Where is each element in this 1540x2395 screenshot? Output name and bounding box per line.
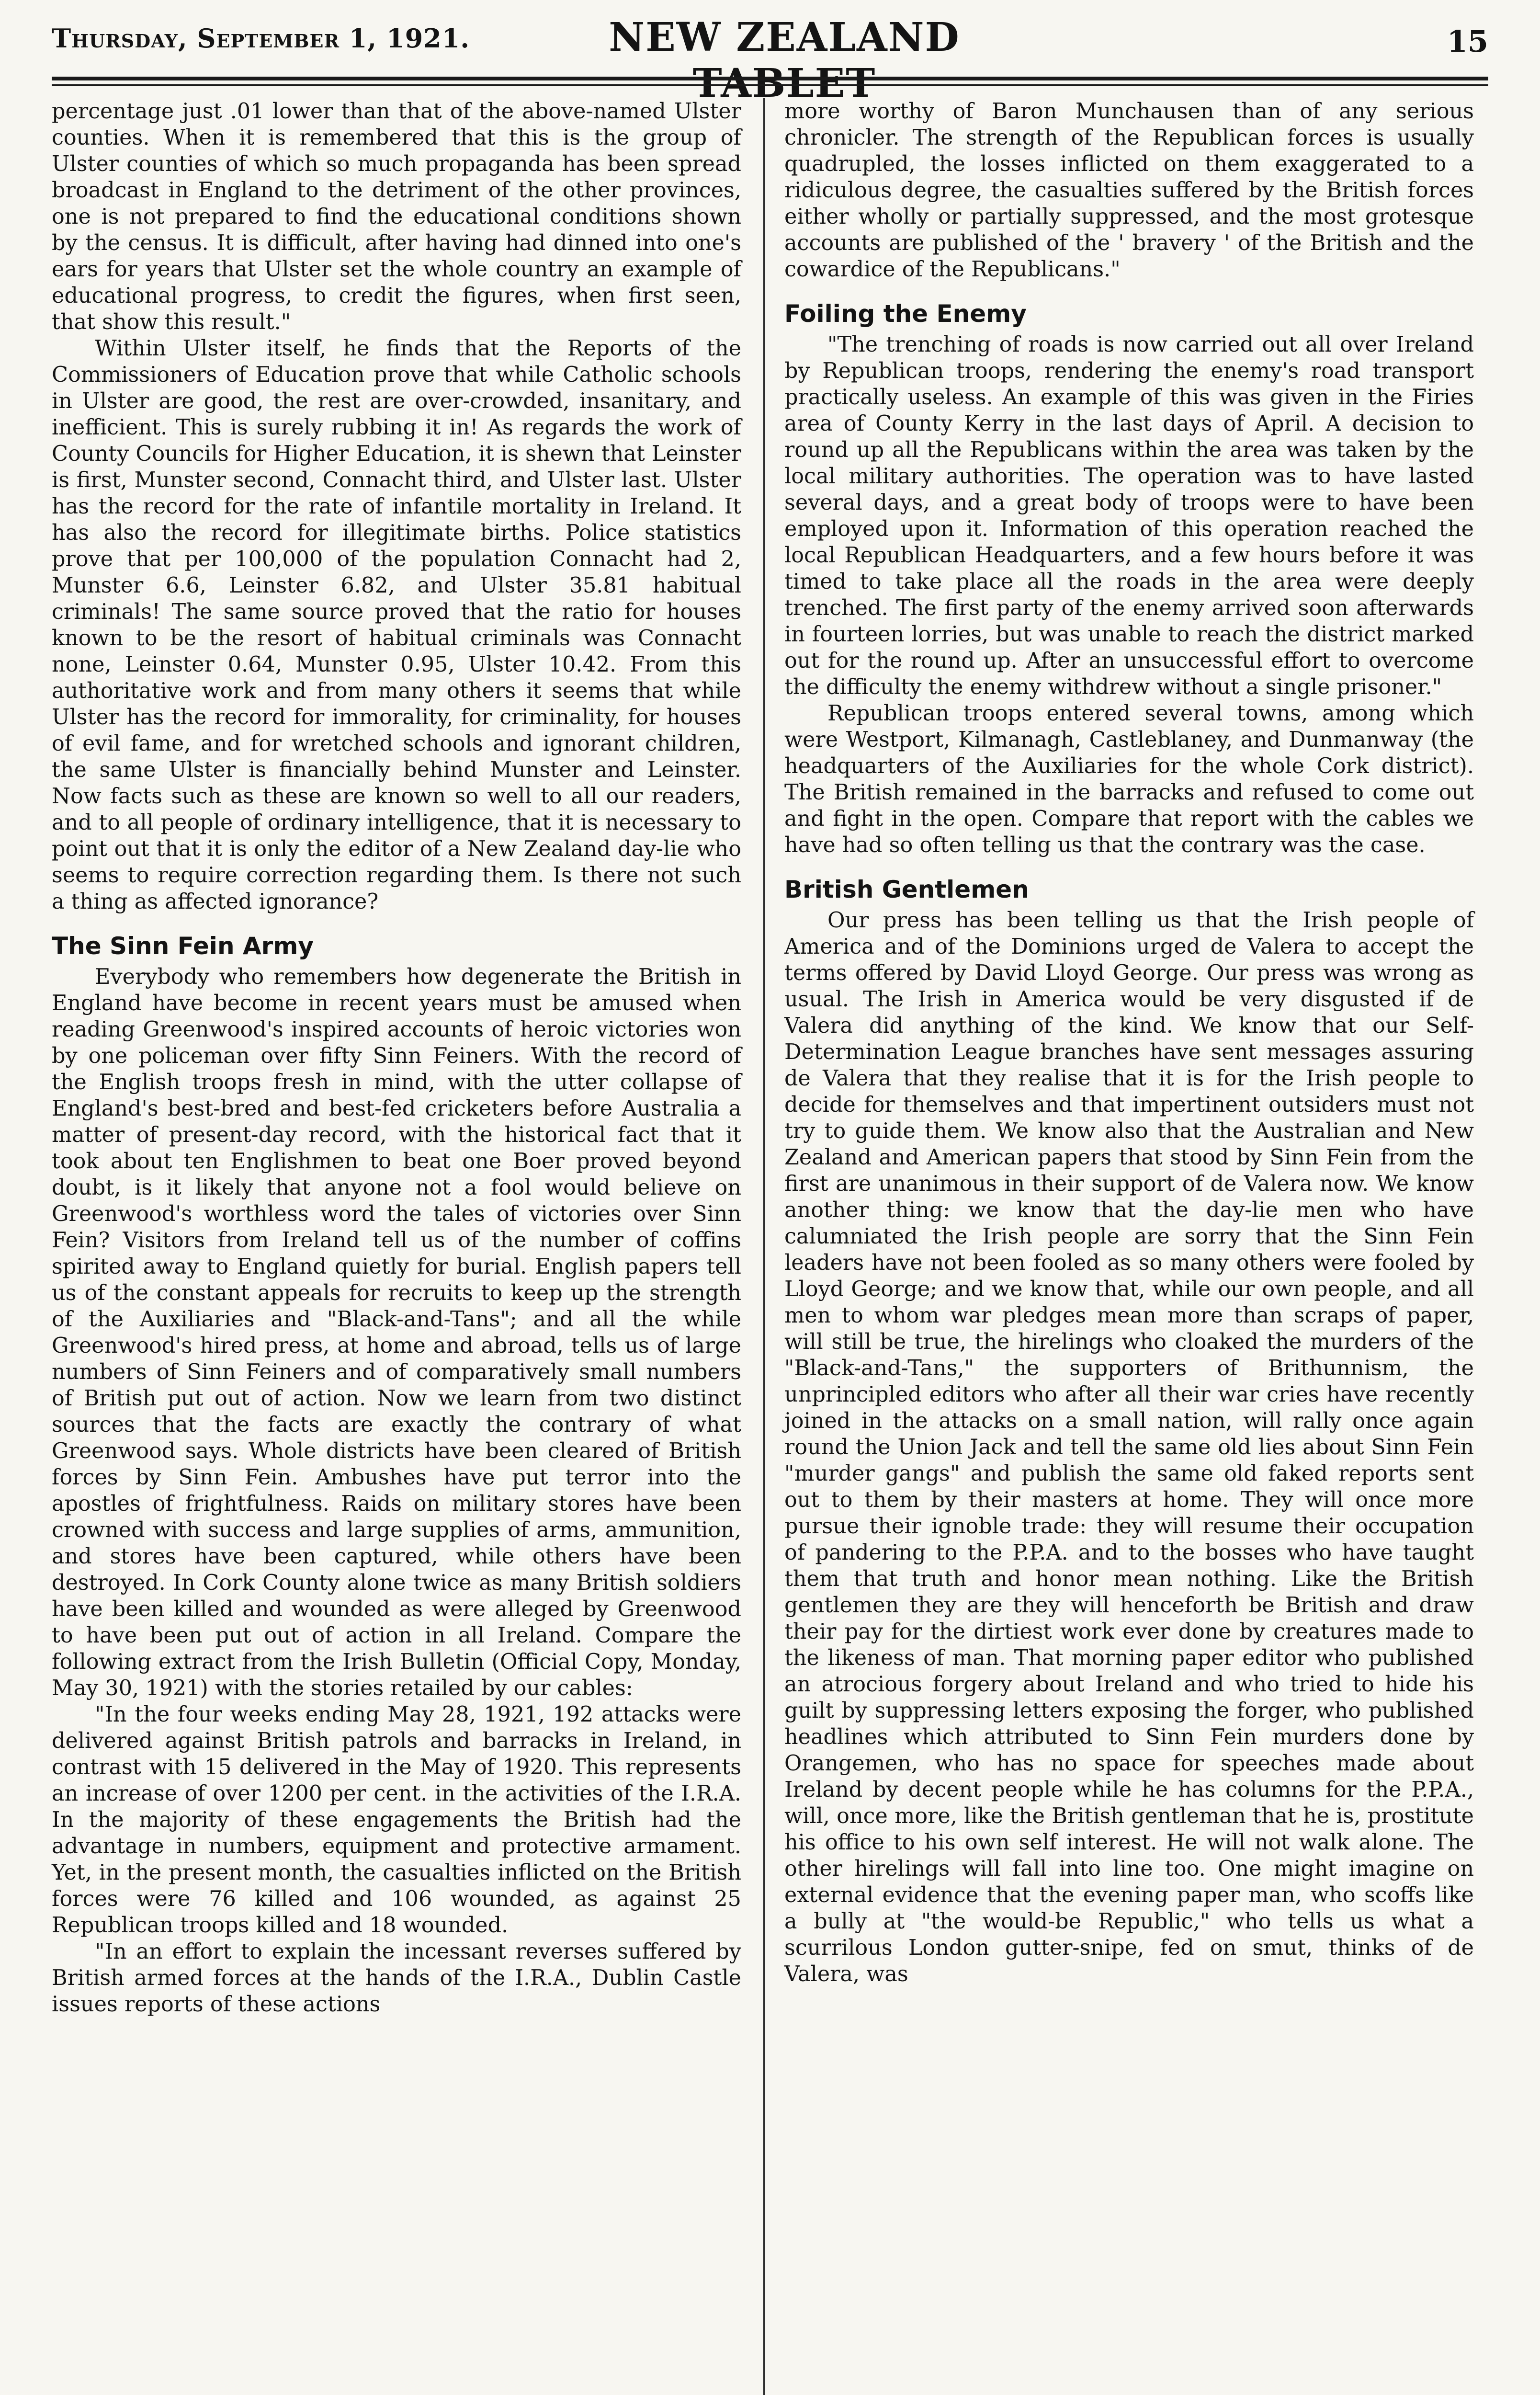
paragraph: Our press has been telling us that the Irish people of America and of the Dominions urged de Valera to accept the terms offered by David Lloyd George. Our press was wrong as usual. The Irish in America would be very disgusted if de Valera did anything of the kind. We know that our Self-Determination League branches have sent messages assuring de Valera that they realise that it is for the Irish people to decide for themselves and that impertinent outsiders must not try to guide them. We know also that the Australian and New Zealand and American papers that stood by Sinn Fein from the first are unanimous in their support of de Valera now. We know another thing: we know that the day-lie men who have calumniated the Irish people are sorry that the Sinn Fein leaders have not been fooled as so many others were fooled by Lloyd George; and we know that, while our own people, and all men to whom war pledges mean more than scraps of paper, will still be true, the hirelings who cloaked the murders of the "Black-and-Tans," the supporters of Brithunnism, the unprincipled editors who after all their war cries have recently joined in the attacks on a small nation, will rally once again round the Union Jack and tell the same old lies about Sinn Fein "murder gangs" and publish the same old faked reports sent out to them by their masters at home. They will once more pursue their ignoble trade: they will resume their occupation of pandering to the P.P.A. and to the bosses who have taught them that truth and honor mean nothing. Like the British gentlemen they are they will henceforth be British and draw their pay for the dirtiest work ever done by creatures made to the likeness of man. That morning paper editor who published an atrocious forgery about Ireland and who tried to hide his guilt by suppressing letters exposing the forger, who published headlines which attributed to Sinn Fein murders done by Orangemen, who has no space for speeches made about Ireland by decent people while he has columns for the P.P.A., will, once more, like the British gentleman that he is, prostitute his office to his own self interest. He will not walk alone. The other hirelings will fall into line too. One might imagine on external evidence that the evening paper man, who scoffs like a bully at "the would-be Republic," who tells us what a scurrilous London gutter-snipe, fed on smut, thinks of de Valera, was bbox=[784, 908, 1474, 1986]
issue-date: Thursday, September 1, 1921. bbox=[52, 23, 470, 54]
quoted-paragraph: "In the four weeks ending May 28, 1921, 192 attacks were delivered against British patrols and barracks in Ireland, in contrast with 15 delivered in the May of 1920. This represents an increase of over 1200 per cent. in the activities of the I.R.A. In the majority of these engagements the British had the advantage in numbers, equipment and protective armament. Yet, in the present month, the casualties inflicted on the British forces were 76 killed and 106 wounded, as against 25 Republican troops killed and 18 wounded. bbox=[52, 1702, 741, 1938]
header-rule-thin bbox=[52, 84, 1488, 86]
section-heading-sinn-fein-army: The Sinn Fein Army bbox=[52, 932, 314, 960]
section-heading-foiling-the-enemy: Foiling the Enemy bbox=[784, 300, 1027, 328]
paragraph: more worthy of Baron Munchausen than of any serious chronicler. The strength of the Republican forces is usually quadrupled, the losses inflicted on them exaggerated to a ridiculous degree, the casualties suffered by the British forces either wholly or partially suppressed, and the most grotesque accounts are published of the ' bravery ' of the British and the cowardice of the Republicans." bbox=[784, 99, 1474, 282]
quoted-paragraph: "The trenching of roads is now carried out all over Ireland by Republican troops, rendering the enemy's road transport practically useless. An example of this was given in the Firies area of County Kerry in the last days of April. A decision to round up all the Republicans within the area was taken by the local military authorities. The operation was to have lasted several days, and a great body of troops were to have been employed upon it. Information of this operation reached the local Republican Headquarters, and a few hours before it was timed to take place all the roads in the area were deeply trenched. The first party of the enemy arrived soon afterwards in fourteen lorries, but was unable to reach the district marked out for the round up. After an unsuccessful effort to overcome the difficulty the enemy withdrew without a single prisoner." bbox=[784, 332, 1474, 699]
publication-title: NEW ZEALAND TABLET bbox=[609, 14, 960, 106]
left-column bbox=[52, 98, 741, 2018]
quoted-paragraph: "In an effort to explain the incessant reverses suffered by British armed forces at the hands of the I.R.A., Dublin Castle issues reports of these actions bbox=[52, 1939, 741, 2017]
page-header bbox=[52, 10, 1488, 106]
header-rule bbox=[52, 77, 1488, 80]
page-number: 15 bbox=[1447, 24, 1488, 59]
paragraph: Republican troops entered several towns, among which were Westport, Kilmanagh, Castleblaney, and Dunmanway (the headquarters of the Auxiliaries for the whole Cork district). The British remained in the barracks and refused to come out and fight in the open. Compare that report with the cables we have had so often telling us that the contrary was the case. bbox=[784, 701, 1474, 857]
paragraph: Within Ulster itself, he finds that the Reports of the Commissioners of Education prove that while Catholic schools in Ulster are good, the rest are over-crowded, insanitary, and inefficient. This is surely rubbing it in! As regards the work of County Councils for Higher Education, it is shewn that Leinster is first, Munster second, Connacht third, and Ulster last. Ulster has the record for the rate of infantile mortality in Ireland. It has also the record for illegitimate births. Police statistics prove that per 100,000 of the population Connacht had 2, Munster 6.6, Leinster 6.82, and Ulster 35.81 habitual criminals! The same source proved that the ratio for houses known to be the resort of habitual criminals was Connacht none, Leinster 0.64, Munster 0.95, Ulster 10.42. From this authoritative work and from many others it seems that while Ulster has the record for immorality, for criminality, for houses of evil fame, and for wretched schools and ignorant children, the same Ulster is financially behind Munster and Leinster. Now facts such as these are known so well to all our readers, and to all people of ordinary intelligence, that it is necessary to point out that it is only the editor of a New Zealand day-lie who seems to require correction regarding them. Is there not such a thing as affected ignorance? bbox=[52, 336, 741, 914]
right-column bbox=[784, 98, 1474, 1987]
paragraph: Everybody who remembers how degenerate the British in England have become in recent years must be amused when reading Greenwood's inspired accounts of heroic victories won by one policeman over fifty Sinn Feiners. With the record of the English troops fresh in mind, with the utter collapse of England's best-bred and best-fed cricketers before Australia a matter of present-day record, with the historical fact that it took about ten Englishmen to beat one Boer proved beyond doubt, is it likely that anyone not a fool would believe on Greenwood's worthless word the tales of victories over Sinn Fein? Visitors from Ireland tell us of the number of coffins spirited away to England quietly for burial. English papers tell us of the constant appeals for recruits to keep up the strength of the Auxiliaries and "Black-and-Tans"; and all the while Greenwood's hired press, at home and abroad, tells us of large numbers of Sinn Feiners and of comparatively small numbers of British put out of action. Now we learn from two distinct sources that the facts are exactly the contrary of what Greenwood says. Whole districts have been cleared of British forces by Sinn Fein. Ambushes have put terror into the apostles of frightfulness. Raids on military stores have been crowned with success and large supplies of arms, ammunition, and stores have been captured, while others have been destroyed. In Cork County alone twice as many British soldiers have been killed and wounded as were alleged by Greenwood to have been put out of action in all Ireland. Compare the following extract from the Irish Bulletin (Official Copy, Monday, May 30, 1921) with the stories retailed by our cables: bbox=[52, 965, 741, 1700]
paragraph: percentage just .01 lower than that of the above-named Ulster counties. When it is remembered that this is the group of Ulster counties of which so much propaganda has been spread broadcast in England to the detriment of the other provinces, one is not prepared to find the educational conditions shown by the census. It is difficult, after having had dinned into one's ears for years that Ulster set the whole country an example of educational progress, to credit the figures, when first seen, that show this result." bbox=[52, 99, 741, 334]
column-divider bbox=[763, 98, 765, 2395]
section-heading-british-gentlemen: British Gentlemen bbox=[784, 876, 1029, 903]
